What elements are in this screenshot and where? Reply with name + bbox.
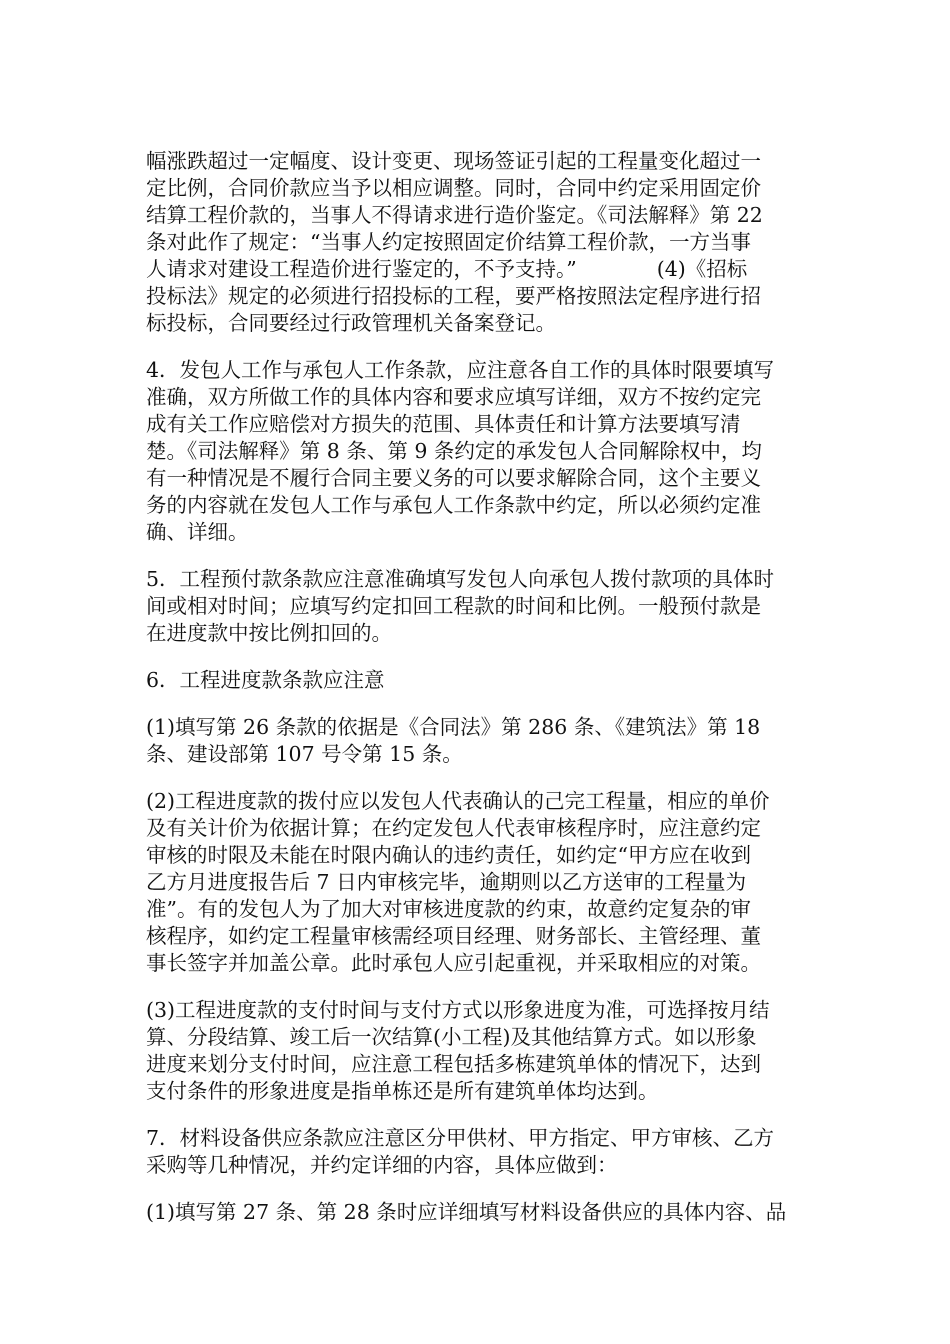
paragraph-price-adjust: [146, 148, 806, 337]
text-line: 人请求对建设工程造价进行鉴定的，不予支持。”: [146, 257, 577, 281]
text-line: 7．材料设备供应条款应注意区分甲供材、甲方指定、甲方审核、乙方: [146, 1126, 775, 1150]
paragraph-section-6-3: [146, 997, 806, 1105]
paragraph-section-7-1: [146, 1199, 806, 1226]
text-line: 5．工程预付款条款应注意准确填写发包人向承包人拨付款项的具体时: [146, 567, 775, 591]
text-line: (3)工程进度款的支付时间与支付方式以形象进度为准，可选择按月结: [146, 998, 770, 1022]
text-line: 乙方月进度报告后 7 日内审核完毕，逾期则以乙方送审的工程量为: [146, 870, 747, 894]
text-line: 及有关计价为依据计算；在约定发包人代表审核程序时，应注意约定: [146, 816, 761, 840]
paragraph-section-6-2: [146, 788, 806, 977]
text-line: 定比例，合同价款应当予以相应调整。同时，合同中约定采用固定价: [146, 176, 761, 200]
text-line: 有一种情况是不履行合同主要义务的可以要求解除合同，这个主要义: [146, 466, 761, 490]
text-line: 进度来划分支付时间，应注意工程包括多栋建筑单体的情况下，达到: [146, 1052, 761, 1076]
text-line: 审核的时限及未能在时限内确认的违约责任，如约定“甲方应在收到: [146, 843, 751, 867]
text-line: 成有关工作应赔偿对方损失的范围、具体责任和计算方法要填写清: [146, 412, 741, 436]
text-line: 6．工程进度款条款应注意: [146, 668, 385, 692]
text-line: 务的内容就在发包人工作与承包人工作条款中约定，所以必须约定准: [146, 493, 761, 517]
text-line: (1)填写第 27 条、第 28 条时应详细填写材料设备供应的具体内容、品: [146, 1200, 787, 1224]
text-line: 条、建设部第 107 号令第 15 条。: [146, 742, 463, 766]
paragraph-section-5: [146, 566, 806, 647]
text-line: 4．发包人工作与承包人工作条款，应注意各自工作的具体时限要填写: [146, 358, 775, 382]
text-line: 确、详细。: [146, 520, 249, 544]
text-line: 核程序，如约定工程量审核需经项目经理、财务部长、主管经理、董: [146, 924, 761, 948]
text-line: 标投标，合同要经过行政管理机关备案登记。: [146, 311, 556, 335]
text-line: 间或相对时间；应填写约定扣回工程款的时间和比例。一般预付款是: [146, 594, 761, 618]
text-line: 条对此作了规定：“当事人约定按照固定价结算工程价款，一方当事: [146, 230, 751, 254]
paragraph-section-4: [146, 357, 806, 546]
text-line-with-tail: [146, 256, 806, 283]
text-line: 结算工程价款的，当事人不得请求进行造价鉴定。《司法解释》第 22: [146, 203, 763, 227]
text-line: 幅涨跌超过一定幅度、设计变更、现场签证引起的工程量变化超过一: [146, 149, 761, 173]
text-line: (1)填写第 26 条款的依据是《合同法》第 286 条、《建筑法》第 18: [146, 715, 761, 739]
paragraph-section-7: [146, 1125, 806, 1179]
paragraph-section-6-heading: [146, 667, 806, 694]
text-line: 事长签字并加盖公章。此时承包人应引起重视，并采取相应的对策。: [146, 951, 761, 975]
document-page: [146, 148, 806, 1246]
text-line: 楚。《司法解释》第 8 条、第 9 条约定的承发包人合同解除权中，均: [146, 439, 762, 463]
inline-clause-start: (4)《招标: [656, 257, 748, 281]
text-line: 在进度款中按比例扣回的。: [146, 621, 392, 645]
text-line: 准”。有的发包人为了加大对审核进度款的约束，故意约定复杂的审: [146, 897, 751, 921]
text-line: 采购等几种情况，并约定详细的内容，具体应做到：: [146, 1153, 618, 1177]
text-line: (2)工程进度款的拨付应以发包人代表确认的己完工程量，相应的单价: [146, 789, 770, 813]
paragraph-section-6-1: [146, 714, 806, 768]
text-line: 支付条件的形象进度是指单栋还是所有建筑单体均达到。: [146, 1079, 659, 1103]
text-line: 算、分段结算、竣工后一次结算(小工程)及其他结算方式。如以形象: [146, 1025, 757, 1049]
text-line: 投标法》规定的必须进行招投标的工程，要严格按照法定程序进行招: [146, 284, 761, 308]
text-line: 准确，双方所做工作的具体内容和要求应填写详细，双方不按约定完: [146, 385, 761, 409]
